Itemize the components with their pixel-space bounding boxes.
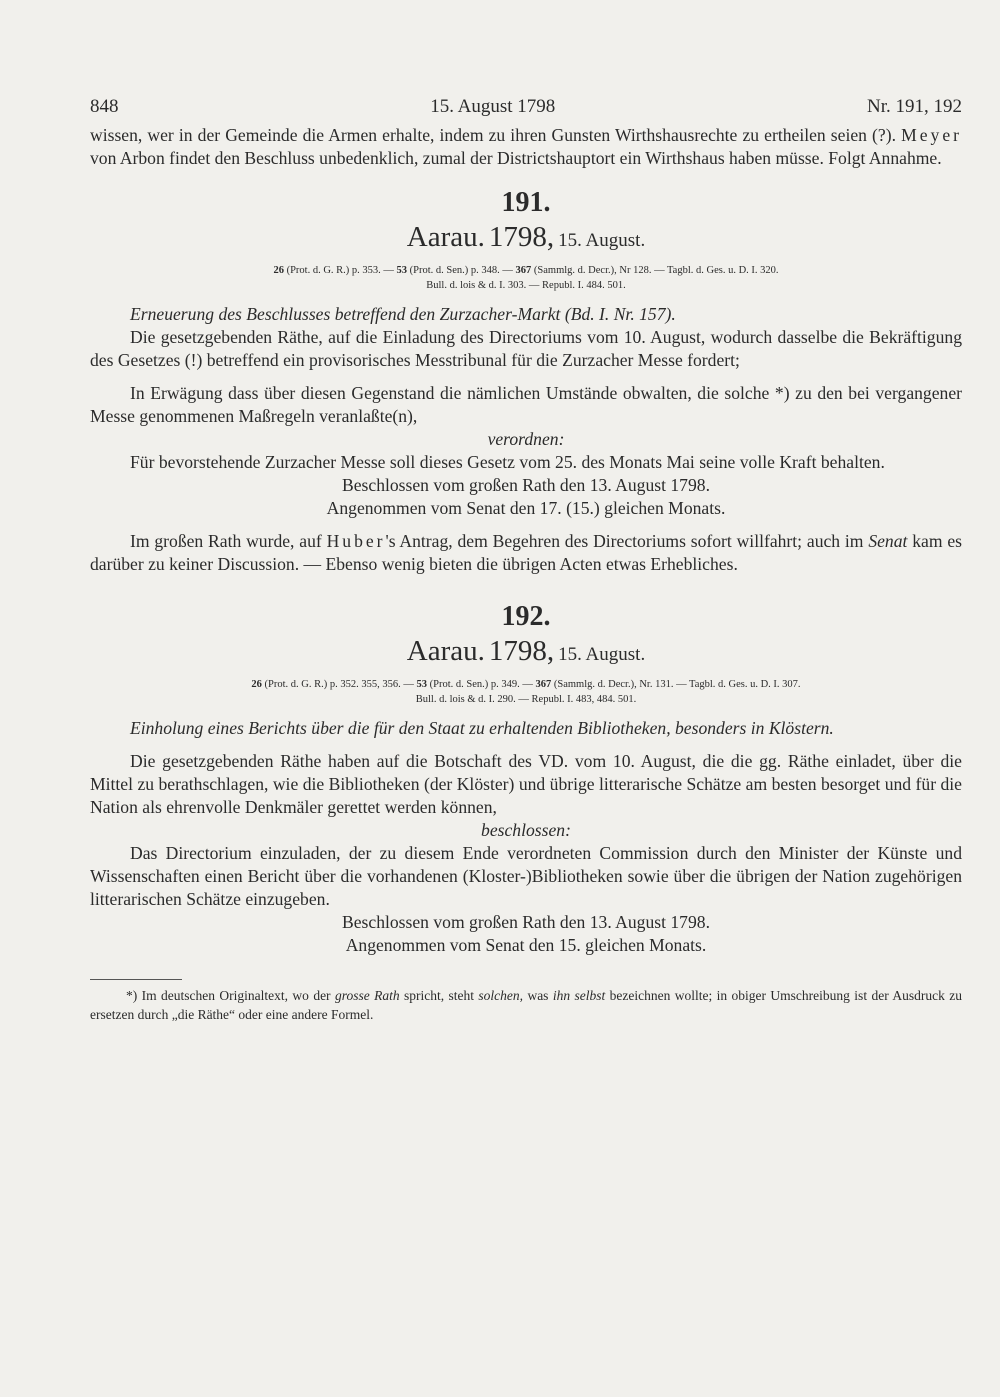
entry-decree: Das Directorium einzuladen, der zu diesem Ende verordneten Commission durch den Minister der Künste und Wissenschaften einen Bericht über die vorhandenen (Kloster-)Bibliotheken sowie über die übrigen der Nation zugehörigen litterarischen Schätze einzugeben. bbox=[90, 843, 962, 909]
footnote: *) Im deutschen Originaltext, wo der grosse Rath spricht, steht solchen, was ihn selbst bezeichnen wollte; in obiger Umschreibung ist der Ausdruck zu ersetzen durch „die Räthe“ oder eine andere Formel. bbox=[90, 988, 962, 1022]
entry-consideration: In Erwägung dass über diesen Gegenstand die nämlichen Umstände obwalten, die solche *) zu den bei vergangener Messe genommenen Maßregeln veranlaßte(n), bbox=[90, 383, 962, 426]
entry-resolve-word: beschlossen: bbox=[481, 820, 571, 840]
document-page bbox=[90, 96, 962, 1024]
running-header bbox=[90, 96, 962, 118]
entry-192 bbox=[90, 602, 962, 957]
header-date: 15. August 1798 bbox=[430, 96, 556, 117]
person-name: Meyer bbox=[901, 125, 962, 145]
entry-number: 191. bbox=[501, 187, 551, 218]
entry-references: 26 (Prot. d. G. R.) p. 352. 355, 356. — 53 (Prot. d. Sen.) p. 349. — 367 (Sammlg. d. Decr.), Nr. 131. — Tagbl. d. Ges. u. D. I. 307. Bull. d. lois & d. I. 290. — Republ. I. 483, 484. 501. bbox=[251, 679, 801, 705]
entry-accepted: Angenommen vom Senat den 17. (15.) gleichen Monats. bbox=[326, 498, 726, 518]
entry-number: 192. bbox=[501, 601, 551, 632]
intro-paragraph: wissen, wer in der Gemeinde die Armen erhalte, indem zu ihren Gunsten Wirthshausrechte zu ertheilen seien (?). Meyer von Arbon findet den Beschluss unbedenklich, zumal der Districtshauptort ein Wirthshaus haben müsse. Folgt Annahme. bbox=[90, 125, 962, 168]
footnote-divider bbox=[90, 979, 182, 980]
entry-references: 26 (Prot. d. G. R.) p. 353. — 53 (Prot. d. Sen.) p. 348. — 367 (Sammlg. d. Decr.), Nr 128. — Tagbl. d. Ges. u. D. I. 320. Bull. d. lois & d. I. 303. — Republ. I. 484. 501. bbox=[273, 265, 779, 291]
entry-preamble: Die gesetzgebenden Räthe, auf die Einladung des Directoriums vom 10. August, wodurch dasselbe die Bekräftigung des Gesetzes (!) betreffend ein provisorisches Messtribunal für die Zurzacher Messe fordert; bbox=[90, 327, 962, 370]
entry-resolved: Beschlossen vom großen Rath den 13. August 1798. bbox=[342, 912, 710, 932]
page-number: 848 bbox=[90, 96, 119, 117]
entry-decree: Für bevorstehende Zurzacher Messe soll dieses Gesetz vom 25. des Monats Mai seine volle Kraft behalten. bbox=[130, 452, 885, 472]
entry-resolved: Beschlossen vom großen Rath den 13. August 1798. bbox=[342, 475, 710, 495]
entry-preamble: Die gesetzgebenden Räthe haben auf die Botschaft des VD. vom 10. August, die die gg. Räthe einladet, über die Mittel zu berathschlagen, wie die Bibliotheken (der Klöster) und übrige litterarische Schätze am besten besorget und für die Nation als ehrenvolle Denkmäler gerettet werden können, bbox=[90, 751, 962, 817]
header-entry-numbers: Nr. 191, 192 bbox=[866, 96, 962, 117]
entry-place-date: Aarau. 1798, 15. August. bbox=[406, 221, 646, 253]
entry-accepted: Angenommen vom Senat den 15. gleichen Monats. bbox=[345, 935, 707, 955]
entry-subject: Einholung eines Berichts über die für den Staat zu erhaltenden Bibliotheken, besonders in Klöstern. bbox=[130, 718, 834, 738]
entry-subject: Erneuerung des Beschlusses betreffend den Zurzacher-Markt (Bd. I. Nr. 157). bbox=[130, 304, 676, 324]
entry-resolve-word: verordnen: bbox=[487, 429, 565, 449]
entry-note: Im großen Rath wurde, auf Huber's Antrag, dem Begehren des Directoriums sofort willfahrt; auch im Senat kam es darüber zu keiner Discussion. — Ebenso wenig bieten die übrigen Acten etwas Erhebliches. bbox=[90, 531, 962, 574]
entry-place-date: Aarau. 1798, 15. August. bbox=[406, 635, 646, 667]
entry-191 bbox=[90, 188, 962, 576]
